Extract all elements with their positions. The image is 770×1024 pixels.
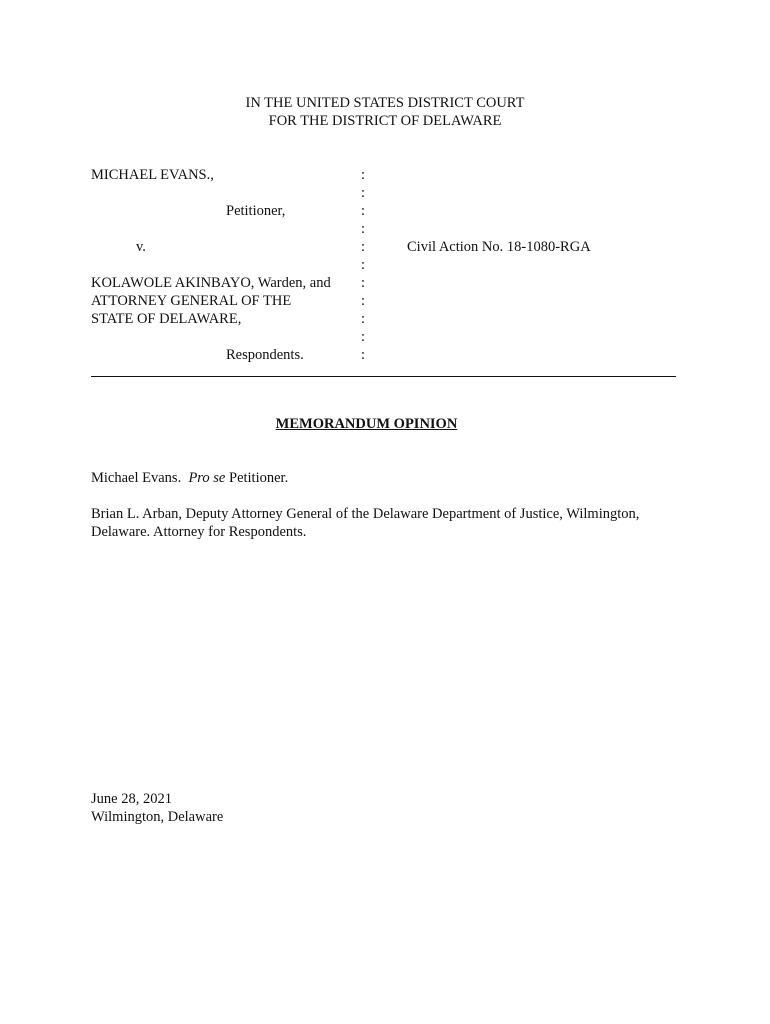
civil-action-number: Civil Action No. 18-1080-RGA: [407, 239, 591, 255]
opinion-date: June 28, 2021: [91, 791, 172, 807]
caption-colon: :: [361, 347, 366, 363]
caption-colon: :: [361, 329, 366, 345]
respondent-counsel: Brian L. Arban, Deputy Attorney General of the Delaware Department of Justice, Wilmington, Delaware. Attorney for Respondents.: [91, 506, 640, 540]
petitioner-counsel-line: [91, 469, 681, 487]
caption-colon: :: [361, 293, 366, 309]
versus-label: v.: [136, 239, 146, 255]
pro-se-label: Pro se: [188, 470, 226, 486]
respondent-line-1: KOLAWOLE AKINBAYO, Warden, and: [91, 275, 331, 291]
caption-colon: :: [361, 221, 366, 237]
caption-colon: :: [361, 185, 366, 201]
respondent-role: Respondents.: [226, 347, 304, 363]
respondent-line-3: STATE OF DELAWARE,: [91, 311, 242, 327]
caption-divider: [91, 376, 676, 377]
caption-colon: :: [361, 275, 366, 291]
opinion-place: Wilmington, Delaware: [91, 809, 224, 825]
petitioner-name: MICHAEL EVANS.,: [91, 167, 214, 183]
petitioner-counsel-role: Petitioner.: [229, 470, 289, 486]
caption-colon: :: [361, 311, 366, 327]
respondent-line-2: ATTORNEY GENERAL OF THE: [91, 293, 292, 309]
caption-colon: :: [361, 239, 366, 255]
document-title: MEMORANDUM OPINION: [275, 416, 458, 432]
petitioner-counsel-name: Michael Evans.: [91, 470, 182, 486]
court-name-line-2: FOR THE DISTRICT OF DELAWARE: [268, 113, 502, 129]
caption-colon: :: [361, 203, 366, 219]
court-name-line-1: IN THE UNITED STATES DISTRICT COURT: [245, 95, 525, 111]
petitioner-role: Petitioner,: [226, 203, 286, 219]
caption-colon: :: [361, 167, 366, 183]
caption-colon: :: [361, 257, 366, 273]
